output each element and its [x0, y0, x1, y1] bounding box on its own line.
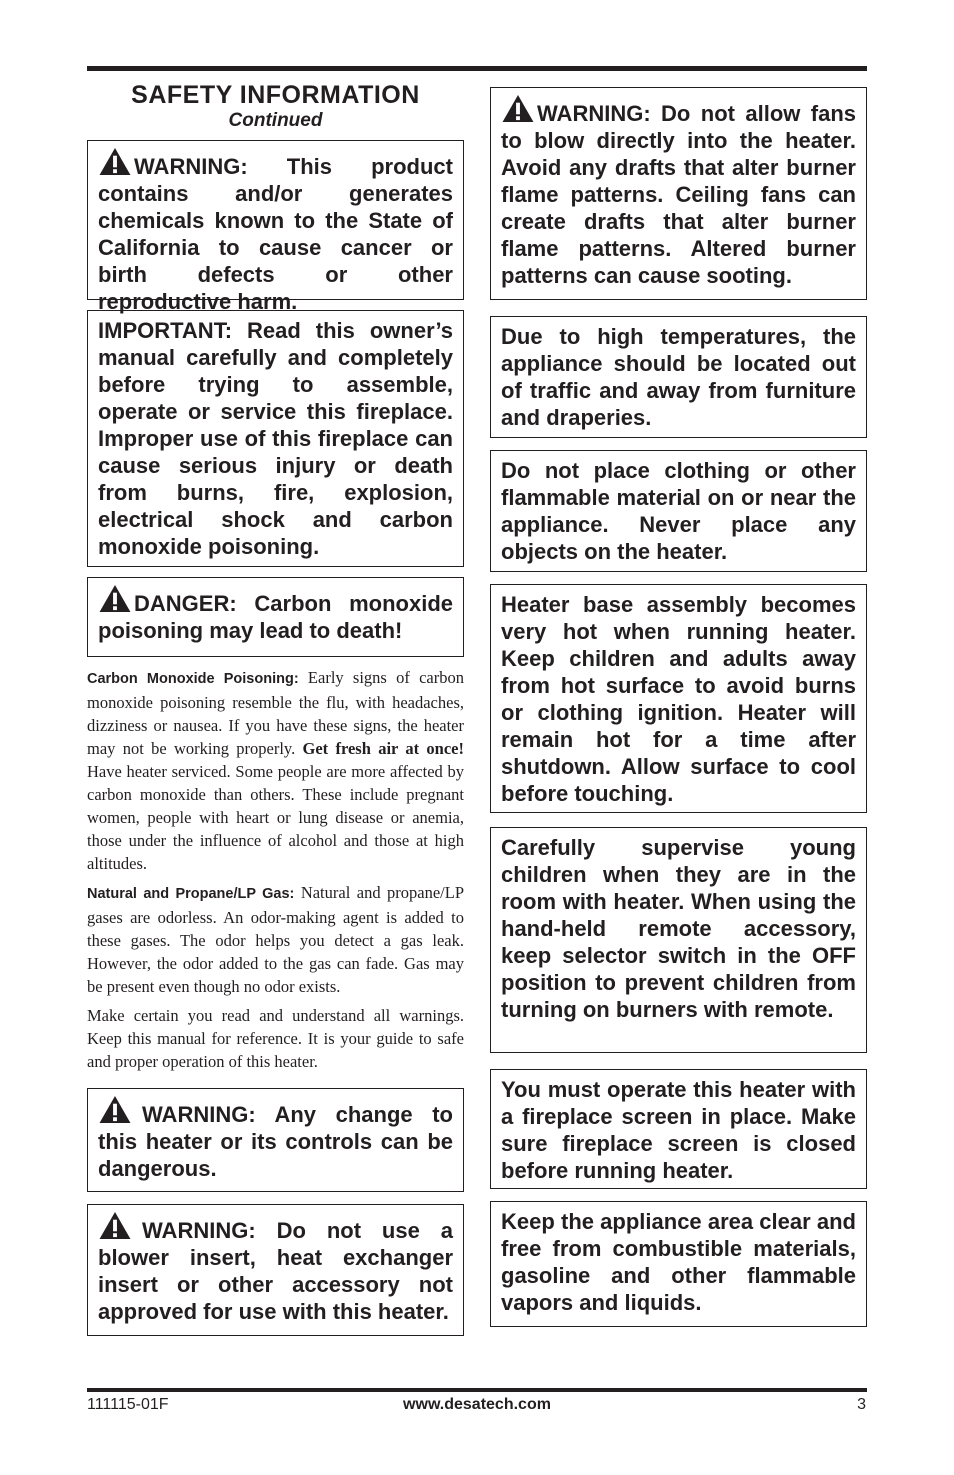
gas-lead: Natural and Propane/LP Gas: — [87, 886, 295, 902]
warning-triangle-icon — [98, 1095, 132, 1124]
co-poisoning-paragraph — [87, 666, 464, 875]
fireplace-screen-box — [490, 1069, 867, 1189]
warning-box-blower — [87, 1204, 464, 1336]
website: www.desatech.com — [403, 1396, 551, 1413]
gas-paragraph — [87, 881, 464, 998]
temperature-box — [490, 316, 867, 438]
warning-text: Do not use a blower insert, heat exchanger insert or other accessory not approved for use with this heater. — [98, 1218, 453, 1324]
warning-text: Do not allow fans to blow directly into the heater. Avoid any drafts that alter burner flame patterns. Ceiling fans can create drafts that alter burner flame patterns. Altered burner patterns can cause sooting. — [501, 101, 856, 288]
hot-surface-box — [490, 584, 867, 813]
co-bold: Get fresh air at once! — [302, 739, 464, 758]
clothing-text: Do not place clothing or other flammable material on or near the appliance. Never place any objects on the heater. — [501, 458, 856, 564]
right-column — [490, 87, 867, 1327]
clothing-box — [490, 450, 867, 572]
bottom-rule — [87, 1388, 867, 1392]
top-rule — [87, 66, 867, 71]
section-title: SAFETY INFORMATION — [131, 81, 420, 109]
temperature-text: Due to high temperatures, the appliance should be located out of traffic and away from furniture and draperies. — [501, 324, 856, 430]
co-text-1: Early signs of carbon monoxide poisoning resemble the flu, with headaches, dizziness or nausea. If you have these signs, the heater may not be working properly. — [87, 668, 464, 758]
warning-box-change — [87, 1088, 464, 1192]
clear-area-box — [490, 1201, 867, 1327]
co-lead: Carbon Monoxide Poisoning: — [87, 671, 299, 687]
important-text: IMPORTANT: Read this owner’s manual carefully and completely before trying to assemble, operate or service this fireplace. Improper use of this fireplace can cause serious injury or death from burns, fire, explosion, electrical shock and carbon monoxide poisoning. — [98, 318, 453, 559]
warning-triangle-icon — [98, 1211, 132, 1240]
section-subtitle: Continued — [228, 110, 323, 131]
danger-box — [87, 577, 464, 657]
warning-text: Any change to this heater or its controls can be dangerous. — [98, 1102, 453, 1181]
clear-area-text: Keep the appliance area clear and free from combustible materials, gasoline and other flammable vapors and liquids. — [501, 1209, 856, 1315]
warning-label: WARNING: — [142, 1102, 256, 1127]
fireplace-screen-text: You must operate this heater with a fireplace screen in place. Make sure fireplace screen is closed before running heater. — [501, 1077, 856, 1183]
warning-box-fans — [490, 87, 867, 300]
co-text-2: Have heater serviced. Some people are more affected by carbon monoxide than others. These include pregnant women, people with heart or lung disease or anemia, those under the influence of alcohol and those at high altitudes. — [87, 762, 464, 873]
supervise-children-text: Carefully supervise young children when they are in the room with heater. When using the hand-held remote accessory, keep selector switch in the OFF position to prevent children from turning on burners with remote. — [501, 835, 856, 1022]
warning-label: WARNING: — [537, 101, 651, 126]
part-number: 111115-01F — [87, 1396, 169, 1413]
hot-surface-text: Heater base assembly becomes very hot when running heater. Keep children and adults away from hot surface to avoid burns or clothing ignition. Heater will remain hot for a time after shutdown. Allow surface to cool before touching. — [501, 592, 856, 806]
important-box — [87, 310, 464, 567]
warning-triangle-icon — [98, 147, 132, 176]
danger-text: : Carbon monoxide poisoning may lead to death! — [98, 591, 453, 643]
read-warnings-paragraph: Make certain you read and understand all warnings. Keep this manual for reference. It is your guide to safe and proper operation of this heater. — [87, 1006, 464, 1071]
warning-box-california — [87, 140, 464, 314]
danger-label: DANGER — [134, 591, 230, 616]
gas-text: Natural and propane/LP gases are odorless. An odor-making agent is added to these gases. The odor helps you detect a gas leak. However, the odor added to the gas can fade. Gas may be present even though no odor exists. — [87, 883, 464, 996]
warning-triangle-icon — [501, 94, 535, 123]
warning-triangle-icon — [98, 584, 132, 613]
warning-label: WARNING: — [134, 154, 248, 179]
warning-text: This product contains and/or generates chemicals known to the State of California to cause cancer or birth defects or other reproductive harm. — [98, 154, 453, 314]
supervise-children-box — [490, 827, 867, 1053]
warning-label: WARNING: — [142, 1218, 256, 1243]
page-number: 3 — [857, 1396, 866, 1413]
left-column — [87, 80, 464, 1336]
